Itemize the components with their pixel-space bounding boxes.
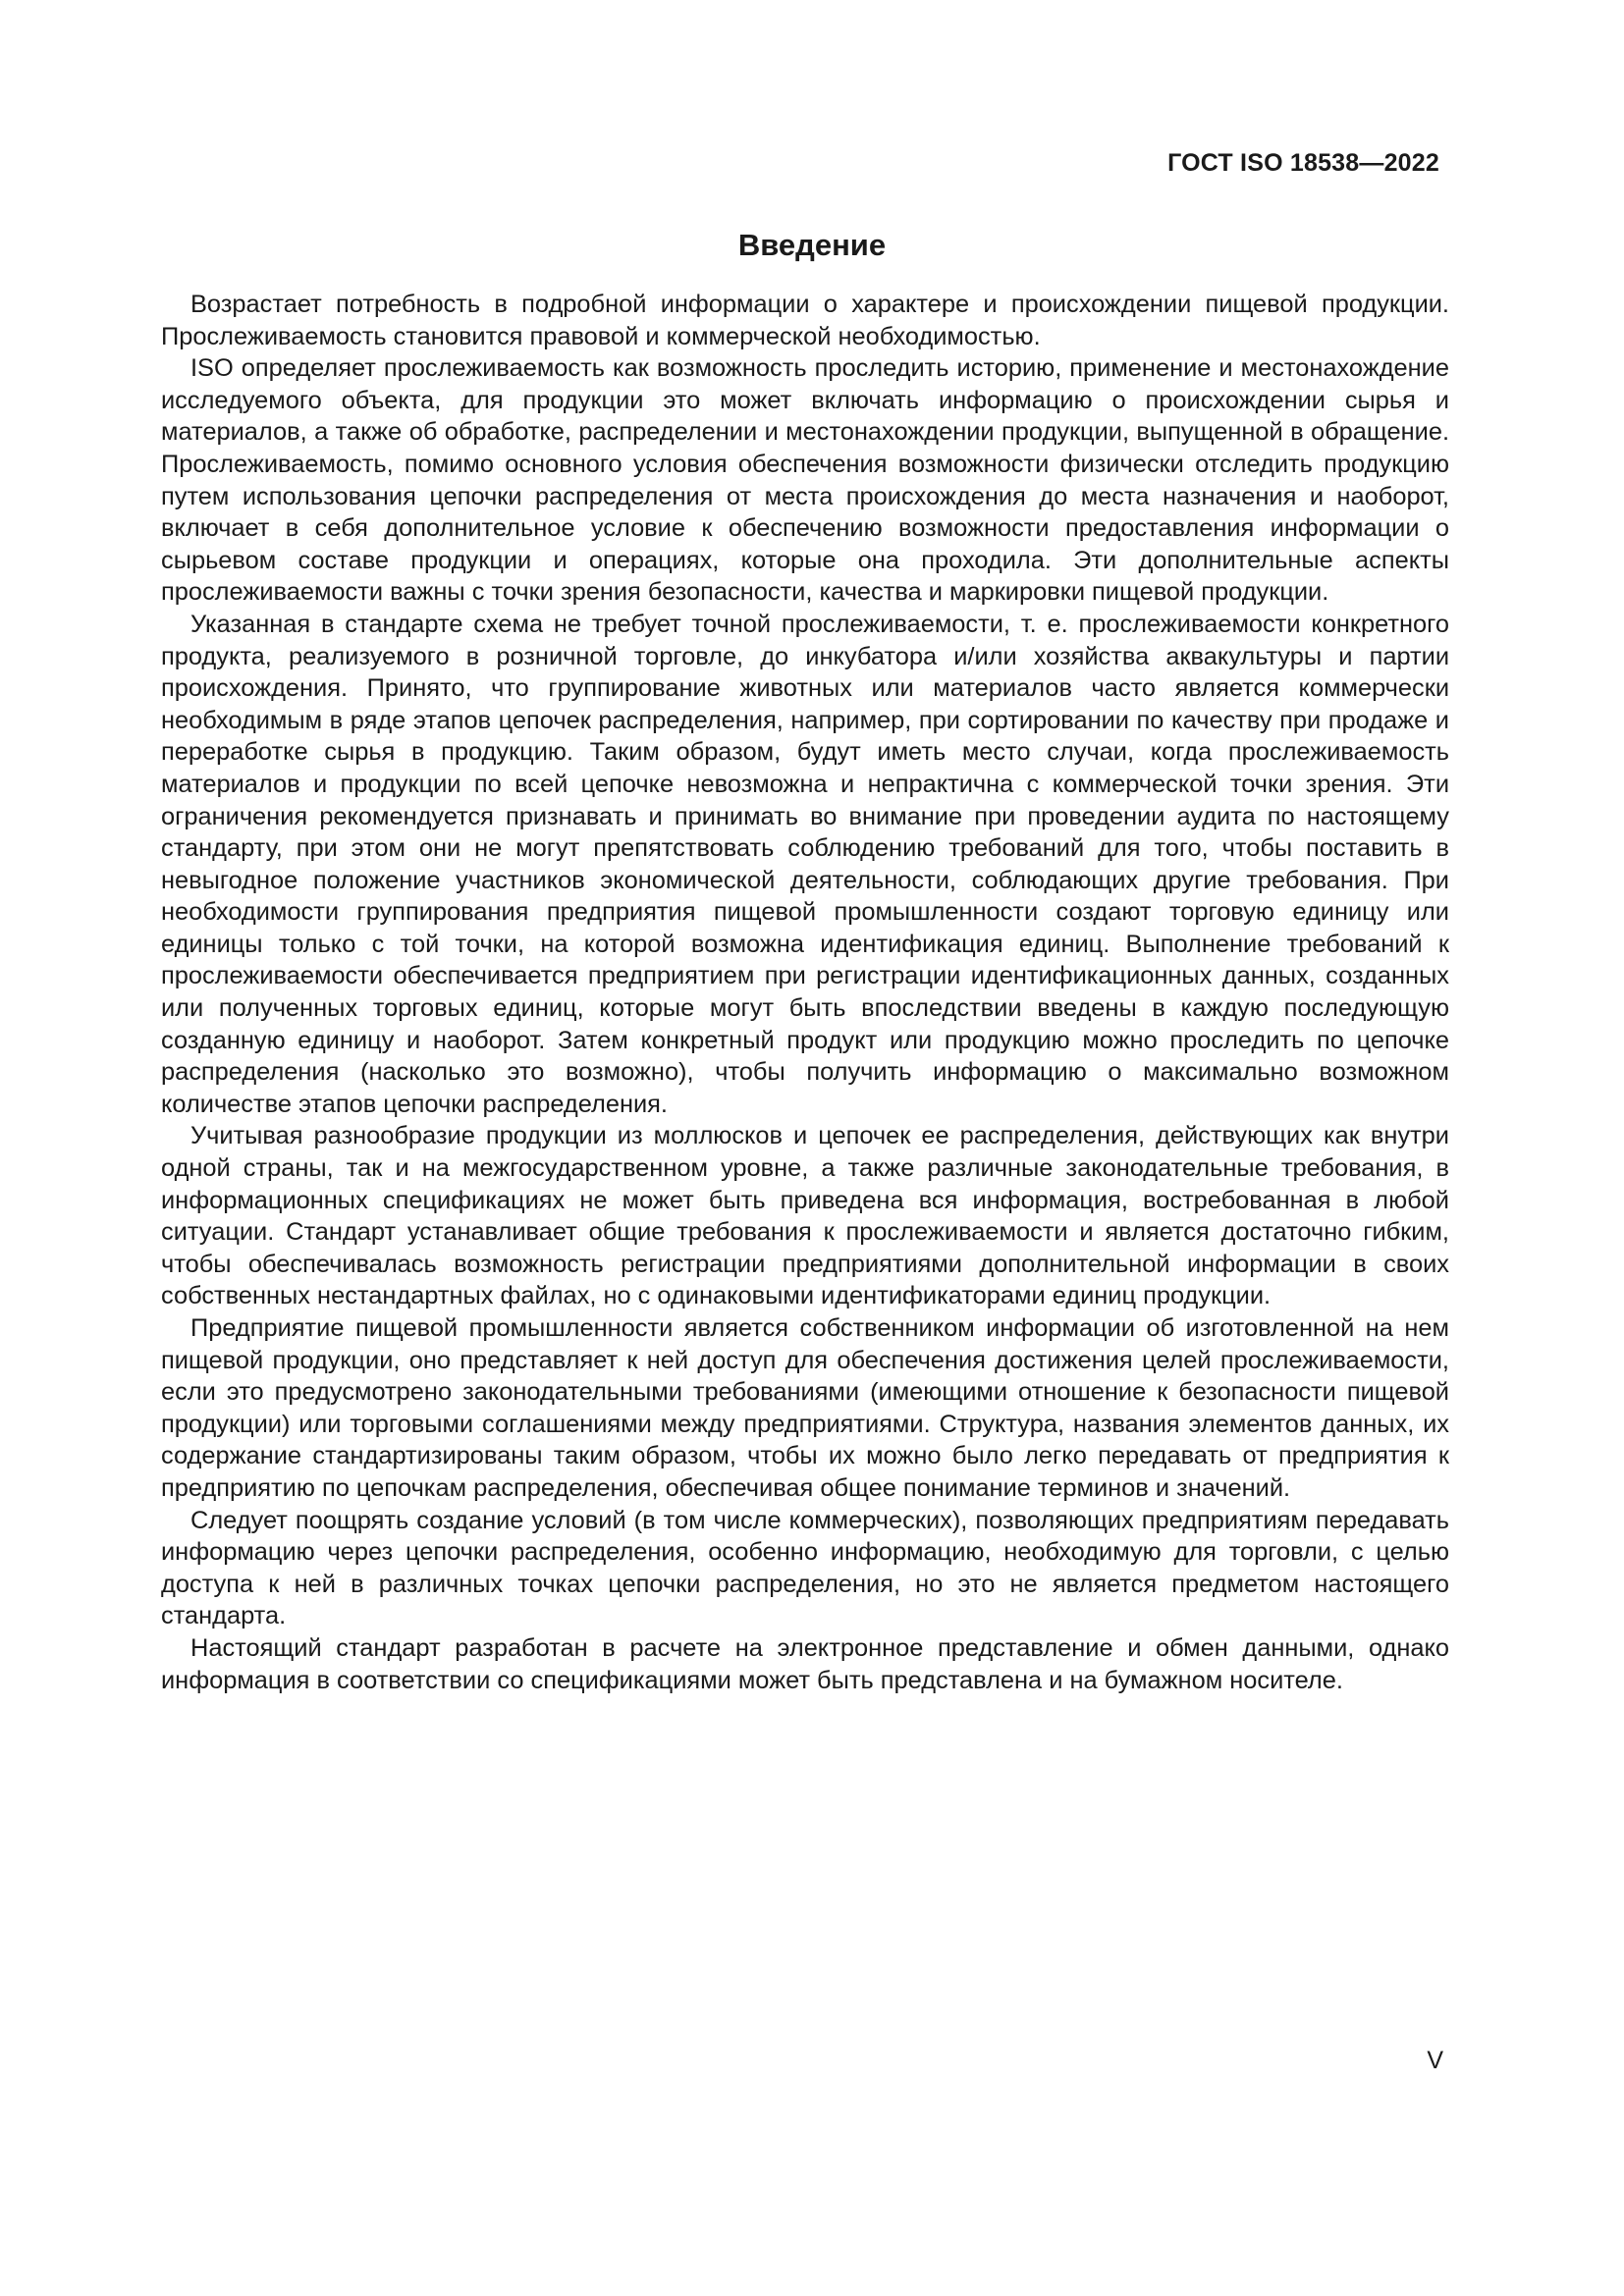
paragraph-6: Следует поощрять создание условий (в том числе коммерческих), позволяющих предприятиям передавать информацию через цепочки распределения, особенно информацию, необходимую для торговли, с целью доступа к ней в различных точках цепочки распределения, но это не является предметом настоящего стандарта. xyxy=(161,1506,1449,1630)
paragraph-7: Настоящий стандарт разработан в расчете на электронное представление и обмен данными, однако информация в соответствии со спецификациями может быть представлена и на бумажном носителе. xyxy=(161,1633,1449,1694)
document-header: ГОСТ ISO 18538—2022 xyxy=(1167,149,1439,177)
paragraph-4: Учитывая разнообразие продукции из моллюсков и цепочек ее распределения, действующих как внутри одной страны, так и на межгосударственном уровне, а также различные законодательные требования, в информационных спецификациях не может быть приведена вся информация, востребованная в любой ситуации. Стандарт устанавливает общие требования к прослеживаемости и является достаточно гибким, чтобы обеспечивалась возможность регистрации предприятиями дополнительной информации в своих собственных нестандартных файлах, но с одинаковыми идентификаторами единиц продукции. xyxy=(161,1122,1449,1310)
section-title: Введение xyxy=(737,228,887,262)
page-number: V xyxy=(1427,2047,1443,2074)
paragraph-3: Указанная в стандарте схема не требует точной прослеживаемости, т. е. прослеживаемости конкретного продукта, реализуемого в розничной торговле, до инкубатора и/или хозяйства аквакультуры и партии происхождения. Принято, что группирование животных или материалов часто является коммерчески необходимым в ряде этапов цепочек распределения, например, при сортировании по качеству при продаже и переработке сырья в продукцию. Таким образом, будут иметь место случаи, когда прослеживаемость материалов и продукции по всей цепочке невозможна и непрактична с коммерческой точки зрения. Эти ограничения рекомендуется признавать и принимать во внимание при проведении аудита по настоящему стандарту, при этом они не могут препятствовать соблюдению требований для того, чтобы поставить в невыгодное положение участников экономической деятельности, соблюдающих другие требования. При необходимости группирования предприятия пищевой промышленности создают торговую единицу или единицы только с той точки, на которой возможна идентификация единиц. Выполнение требований к прослеживаемости обеспечивается предприятием при регистрации идентификационных данных, созданных или полученных торговых единиц, которые могут быть впоследствии введены в каждую последующую созданную единицу и наоборот. Затем конкретный продукт или продукцию можно проследить по цепочке распределения (насколько это возможно), чтобы получить информацию о максимально возможном количестве этапов цепочки распределения. xyxy=(161,610,1449,1118)
paragraph-1: Возрастает потребность в подробной информации о характере и происхождении пищевой продукции. Прослеживаемость становится правовой и коммерческой необходимостью. xyxy=(161,291,1449,350)
document-body xyxy=(161,289,1449,1696)
paragraph-2: ISO определяет прослеживаемость как возможность проследить историю, применение и местонахождение исследуемого объекта, для продукции это может включать информацию о происхождении сырья и материалов, а также об обработке, распределении и местонахождении продукции, выпущенной в обращение. Прослеживаемость, помимо основного условия обеспечения возможности физически отследить продукцию путем использования цепочки распределения от места происхождения до места назначения и наоборот, включает в себя дополнительное условие к обеспечению возможности предоставления информации о сырьевом составе продукции и операциях, которые она проходила. Эти дополнительные аспекты прослеживаемости важны с точки зрения безопасности, качества и маркировки пищевой продукции. xyxy=(161,354,1449,607)
paragraph-5: Предприятие пищевой промышленности является собственником информации об изготовленной на нем пищевой продукции, оно представляет к ней доступ для обеспечения достижения целей прослеживаемости, если это предусмотрено законодательными требованиями (имеющими отношение к безопасности пищевой продукции) или торговыми соглашениями между предприятиями. Структура, названия элементов данных, их содержание стандартизированы таким образом, чтобы их можно было легко передавать от предприятия к предприятию по цепочкам распределения, обеспечивая общее понимание терминов и значений. xyxy=(161,1314,1449,1502)
